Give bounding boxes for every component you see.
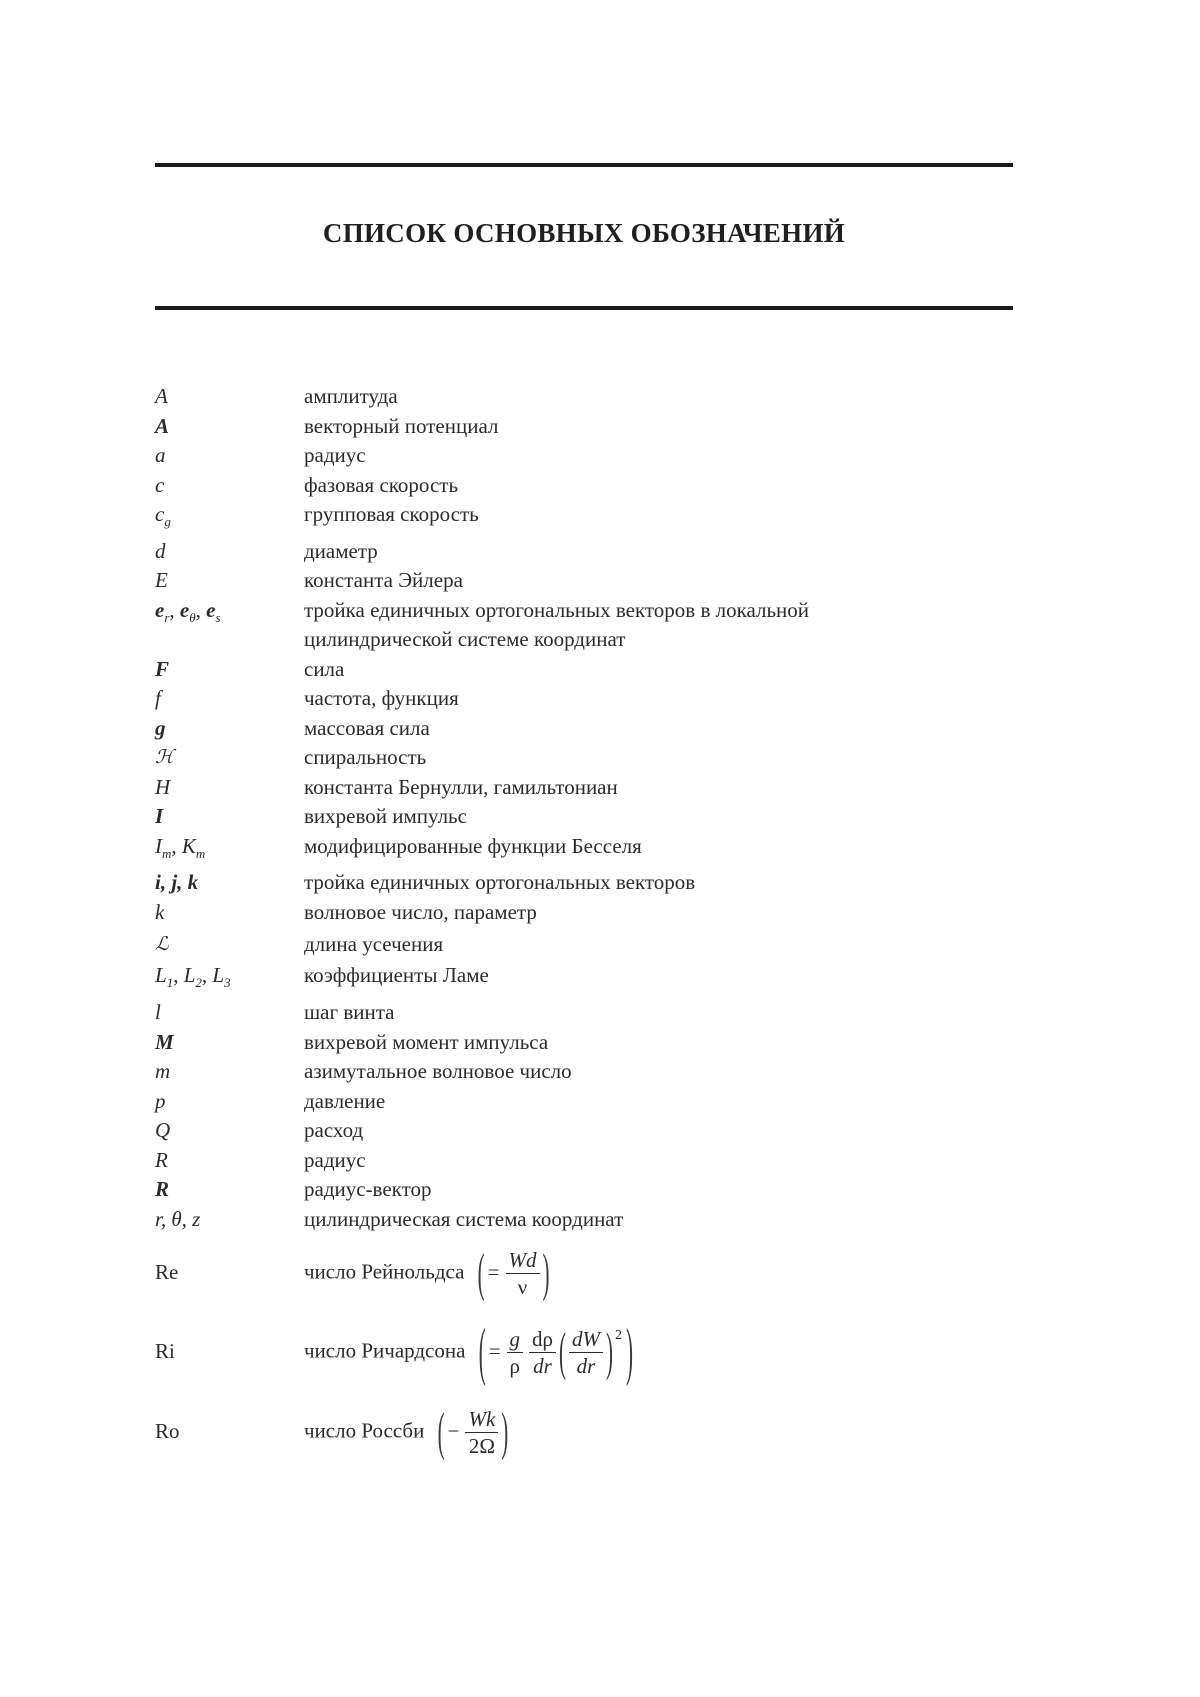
list-item [155,998,1055,1028]
description: сила [304,656,345,681]
description: число Ричардсона ( = $\frac{g}{\rho}$ $\frac{d\rho}{dr}$ ( $\frac{dW}{dr}$ ) 2 ) [304,1313,634,1388]
symbol: i, j, k [155,870,199,895]
description: амплитуда [304,384,398,408]
description: число Россби ( − $\frac{Wk}{2\Omega}$ ) [304,1400,509,1461]
symbol: A [155,413,170,438]
list-item [155,1205,1055,1235]
list-item [155,714,1055,744]
list-item [155,566,1055,596]
description: константа Бернулли, гамильтониан [304,774,618,799]
page-title: СПИСОК ОСНОВНЫХ ОБОЗНАЧЕНИЙ [322,218,846,248]
symbol: k [155,899,165,924]
list-item [155,412,1055,442]
description: тройка единичных ортогональных векторов [304,870,696,895]
symbol: M [155,1029,174,1054]
description: модифицированные функции Бесселя [304,833,642,858]
symbol: R [155,1177,170,1202]
list-item [155,1146,1055,1176]
list-item [155,898,1055,928]
symbol: Ri [155,1339,175,1364]
description: коэффициенты Ламе [304,963,489,988]
list-item [155,868,1055,898]
list-item [155,1087,1055,1117]
list-item [155,832,1055,869]
symbol: ℋ [155,746,174,769]
description: вихревой момент импульса [304,1029,549,1054]
symbol: d [155,538,166,563]
symbol: r, θ, z [155,1206,201,1231]
description: массовая сила [304,715,430,740]
description: фазовая скорость [304,472,459,497]
description: расход [304,1118,364,1143]
description: тройка единичных ортогональных векторов в локальной цилиндрической системе координат [304,597,810,652]
description: волновое число, параметр [304,899,537,924]
list-item [155,1057,1055,1087]
list-item [155,743,1055,773]
description: азимутальное волновое число [304,1059,572,1084]
description: групповая скорость [304,502,479,526]
description: цилиндрическая система координат [304,1206,624,1231]
symbol: $c_g$ [155,502,171,530]
symbol: Ro [155,1419,180,1444]
symbol: R [155,1147,168,1172]
list-item [155,500,1055,537]
symbol: g [155,715,166,740]
symbol: Q [155,1118,171,1143]
symbol: f [155,686,161,711]
list-item [155,382,1055,412]
list-item [155,802,1055,832]
symbol: $L_1$, $L_2$, $L_3$ [155,963,231,991]
description: радиус [304,1147,366,1172]
symbol: I [155,804,164,829]
symbol: p [155,1088,166,1113]
list-item [155,684,1055,714]
list-item [155,1242,1055,1304]
rossby-formula: ( − $\frac{Wk}{2\Omega}$ ) [437,1400,509,1461]
list-item [155,961,1055,998]
list-item [155,441,1055,471]
description: константа Эйлера [304,568,463,593]
top-rule [155,163,1013,167]
description: частота, функция [304,686,459,711]
symbol: a [155,443,166,467]
description: векторный потенциал [304,413,499,438]
description: радиус [304,443,366,467]
description: диаметр [304,538,378,563]
symbol: l [155,1000,161,1025]
symbol: F [155,656,170,681]
list-item [155,773,1055,803]
symbol: c [155,472,165,497]
description: давление [304,1088,386,1113]
description: длина усечения [304,932,444,957]
symbol: m [155,1059,171,1084]
symbol: E [155,568,168,593]
description: число Рейнольдса ( = $\frac{Wd}{\nu}$ ) [304,1241,550,1302]
list-item [155,596,1055,655]
description: вихревой импульс [304,804,467,829]
symbol: $e_r$, $e_\theta$, $e_s$ [155,597,221,625]
symbol: ℒ [155,933,169,956]
symbol: A [155,384,168,408]
description: шаг винта [304,1000,395,1025]
bottom-rule [155,306,1013,310]
list-item [155,655,1055,685]
description: спиральность [304,745,427,770]
list-item [155,1028,1055,1058]
list-item [155,927,1055,961]
list-item [155,1314,1055,1390]
list-item [155,1175,1055,1205]
symbol: $I_m$, $K_m$ [155,833,206,861]
description: радиус-вектор [304,1177,432,1202]
list-item [155,471,1055,501]
list-item [155,537,1055,567]
reynolds-formula: ( = $\frac{Wd}{\nu}$ ) [477,1241,550,1302]
notation-list [155,382,1055,1464]
symbol: Re [155,1260,179,1285]
symbol: H [155,774,171,799]
richardson-formula: ( = $\frac{g}{\rho}$ $\frac{d\rho}{dr}$ ( $\frac{dW}{dr}$ ) 2 ) [478,1313,634,1388]
list-item [155,1116,1055,1146]
list-item [155,1400,1055,1464]
